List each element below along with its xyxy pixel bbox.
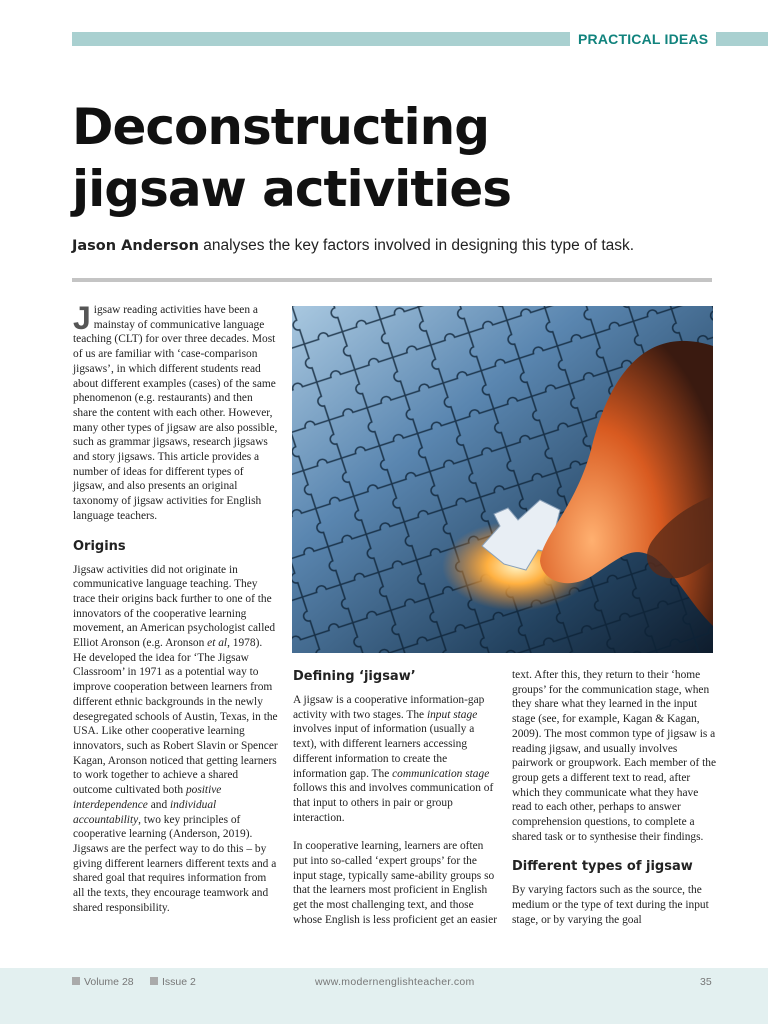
column-2 xyxy=(293,668,498,928)
article-title xyxy=(72,96,712,220)
defining-paragraph-2: In cooperative learning, learners are often put into so-called ‘expert groups’ for the input stage, typically same-ability groups so that the learners most proficient in English get the most challenging text, and those whose English is less proficient get an easier xyxy=(293,840,498,926)
title-rule xyxy=(72,278,712,282)
title-line-2: jigsaw activities xyxy=(72,160,512,218)
intro-paragraph: Jigsaw reading activities have been a mainstay of communicative language teaching (CLT) for over three decades. Most of us are familiar with ‘case-comparison jigsaws’, in which different students read about different examples (cases) of the same phenomenon (e.g. restaurants) and then share the content with each other. However, many other types of jigsaw are also possible, such as grammar jigsaws, research jigsaws and story jigsaws. This article provides a number of ideas for different types of jigsaw, and also presents an original taxonomy of jigsaw activities for English language teachers. xyxy=(73,300,278,522)
footer-volume: Volume 28 xyxy=(72,976,134,988)
origins-paragraph: Jigsaw activities did not originate in communicative language teaching. They trace their origins back further to one of the innovators of the cooperative learning movement, an American psychologist called Elliot Aronson (e.g. Aronson et al, 1978). He developed the idea for ‘The Jigsaw Classroom’ in 1971 as a potential way to improve cooperation between learners from different ethnic backgrounds in the newly desegregated schools of Austin, Texas, in the USA. Like other cooperative learning innovators, such as Robert Slavin or Spencer Kagan, Aronson noticed that getting learners to work together to achieve a shared outcome cultivated both positive interdependence and individual accountability, two key principles of cooperative learning (Anderson, 2019). Jigsaws are the perfect way to do this – by giving different learners different texts and a shared goal that requires information from all the texts, they encourage teamwork and shared responsibility. xyxy=(73,563,278,914)
defining-paragraph-1: A jigsaw is a cooperative information-gap activity with two stages. The input stage involves input of information (usually a text), with different learners accessing different information to create the information gap. The communication stage follows this and involves communication of that input to others in pair or group interaction. xyxy=(293,694,494,824)
standfirst-text: analyses the key factors involved in designing this type of task. xyxy=(198,237,635,254)
jigsaw-puzzle-photo xyxy=(292,306,713,653)
heading-different-types: Different types of jigsaw xyxy=(512,859,693,875)
column-3-paragraph: text. After this, they return to their ‘home groups’ for the communication stage, when they share what they learned in the input stage (see, for example, Kagan & Kagan, 2009). The most common type of jigsaw is a reading jigsaw, and usually involves pairwork or groupwork. Each member of the group gets a different text to read, after which they communicate what they have read to each other, perhaps to answer comprehension questions, to complete a shared task or to synthesise their findings. xyxy=(512,669,717,843)
types-paragraph: By varying factors such as the source, the medium or the type of text during the input stage, or by varying the goal xyxy=(512,884,709,926)
footer-issue: Issue 2 xyxy=(150,976,196,988)
footer-url[interactable]: www.modernenglishteacher.com xyxy=(315,976,475,988)
column-3 xyxy=(512,668,717,928)
author-name: Jason Anderson xyxy=(72,238,199,254)
title-line-1: Deconstructing xyxy=(72,98,489,156)
page-number: 35 xyxy=(700,976,712,988)
puzzle-illustration xyxy=(292,306,713,653)
drop-cap: J xyxy=(73,300,91,336)
heading-defining-jigsaw: Defining ‘jigsaw’ xyxy=(293,669,416,684)
square-bullet-icon xyxy=(150,977,158,985)
section-label: PRACTICAL IDEAS xyxy=(570,31,716,47)
square-bullet-icon xyxy=(72,977,80,985)
standfirst xyxy=(72,236,722,256)
column-1 xyxy=(73,300,278,915)
heading-origins: Origins xyxy=(73,538,126,554)
